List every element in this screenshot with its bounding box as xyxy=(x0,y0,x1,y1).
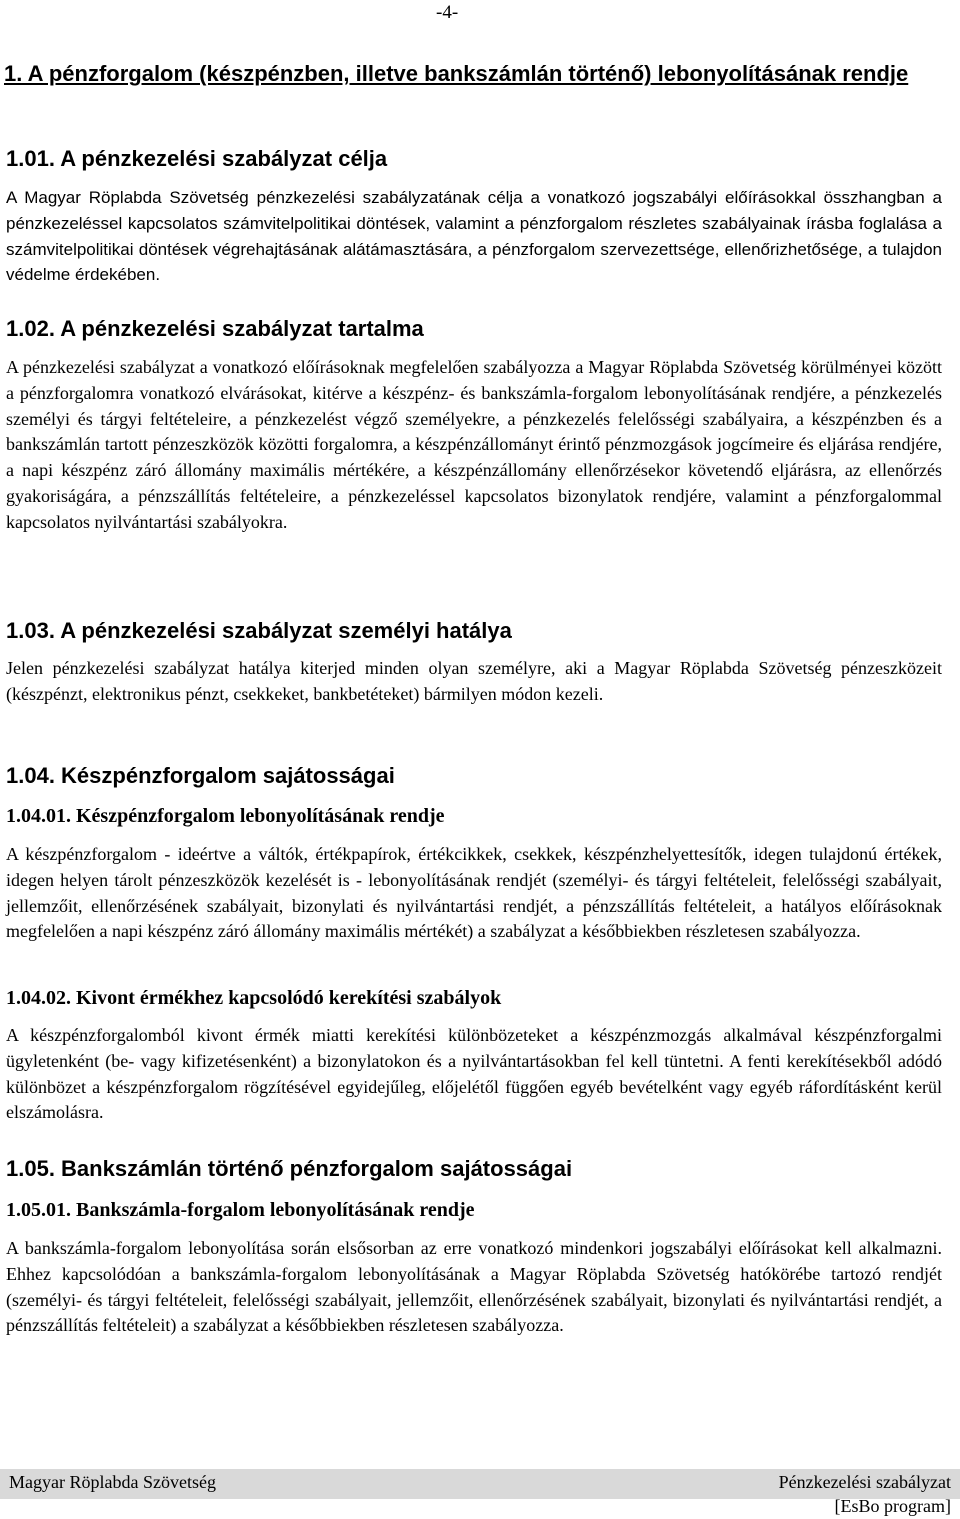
section-heading-1-04: 1.04. Készpénzforgalom sajátosságai xyxy=(6,763,395,788)
section-heading-1-04-02: 1.04.02. Kivont érmékhez kapcsolódó kerekítési szabályok xyxy=(6,987,502,1009)
section-heading-1-04-01: 1.04.01. Készpénzforgalom lebonyolításának rendje xyxy=(6,805,445,827)
section-heading-1-01: 1.01. A pénzkezelési szabályzat célja xyxy=(6,146,388,171)
footer-program: [EsBo program] xyxy=(834,1496,951,1516)
section-heading-1-02: 1.02. A pénzkezelési szabályzat tartalma xyxy=(6,316,424,341)
section-text-1-01: A Magyar Röplabda Szövetség pénzkezelési szabályzatának célja a vonatkozó jogszabályi előírásokkal összhangban a pénzkezeléssel kapcsolatos számvitelpolitikai döntések, valamint a pénzforgalom részletes szabályainak írásba foglalása a számvitelpolitikai döntések végrehajtásának alátámasztására, a pénzforgalom szervezettsége, ellenőrizhetősége, a tulajdon védelme érdekében. xyxy=(6,188,942,285)
section-text-1-05-01: A bankszámla-forgalom lebonyolítása során elsősorban az erre vonatkozó mindenkori jogszabályi előírásokat kell alkalmazni. Ehhez kapcsolódóan a bankszámla-forgalom lebonyolításának a Magyar Röplabda Szövetség hatókörébe tartozó rendjét (személyi- és tárgyi feltételeit, felelősségi szabályait, jellemzőit, ellenőrzésének szabályait, bizonylati és nyilvántartási rendjét, a pénzszállítás feltételeit) a szabályzat a későbbiekben részletesen szabályozza. xyxy=(6,1238,942,1336)
footer-organization: Magyar Röplabda Szövetség xyxy=(9,1472,216,1492)
section-text-1-02: A pénzkezelési szabályzat a vonatkozó előírásoknak megfelelően szabályozza a Magyar Röplabda Szövetség körülményei között a pénzforgalomra vonatkozó elvárásokat, kitérve a készpénz- és bankszámla-forgalom lebonyolításának rendjére, a pénzkezelés személyi és tárgyi feltételeire, a pénzkezelést végző személyekre, a pénzkezelés felelősségi szabályaira, a készpénzben és a bankszámlán tartott pénzeszközök közötti forgalomra, a készpénzállományt érintő pénzmozgások jogcímeire és eljárása rendjére, a napi készpénz záró állomány maximális mértékére, a készpénzállomány ellenőrzésekor követendő eljárásra, az ellenőrzés gyakoriságára, a pénzszállítás feltételeire, a pénzkezeléssel kapcsolatos bizonylatok rendjére, valamint a pénzforgalommal kapcsolatos nyilvántartási szabályokra. xyxy=(6,357,942,532)
main-title: 1. A pénzforgalom (készpénzben, illetve bankszámlán történő) lebonyolításának rendje xyxy=(4,61,909,86)
section-heading-1-05-01: 1.05.01. Bankszámla-forgalom lebonyolításának rendje xyxy=(6,1199,475,1221)
section-text-1-04-02: A készpénzforgalomból kivont érmék miatti kerekítési különbözeteket a készpénzmozgás alkalmával készpénzforgalmi ügyletenként (be- vagy kifizetésenként) a bizonylatokon és a nyilvántartásokban fel kell tüntetni. A fenti kerekítésekből adódó különbözet a készpénzforgalom rögzítésével egyidejűleg, előjelétől függően egyéb bevételként vagy egyéb ráfordításként kerül elszámolásra. xyxy=(6,1025,942,1123)
section-heading-1-05: 1.05. Bankszámlán történő pénzforgalom sajátosságai xyxy=(6,1156,573,1181)
section-text-1-04-01: A készpénzforgalom - ideértve a váltók, értékpapírok, értékcikkek, csekkek, készpénzhelyettesítők, idegen tulajdonú értékek, idegen helyen tárolt pénzeszközök kezelését is - lebonyolításának rendjét (személyi- és tárgyi feltételeit, felelősségi szabályait, jellemzőit, ellenőrzésének szabályait, bizonylati és nyilvántartási rendjét, a pénzszállítás feltételeit, a hatályos előírásoknak megfelelően a napi készpénz záró állomány maximális mértékét) a szabályzat a későbbiekben részletesen szabályozza. xyxy=(6,844,942,942)
footer-document-title: Pénzkezelési szabályzat xyxy=(778,1472,951,1492)
section-heading-1-03: 1.03. A pénzkezelési szabályzat személyi hatálya xyxy=(6,618,512,643)
page-number: -4- xyxy=(436,2,459,23)
section-text-1-03: Jelen pénzkezelési szabályzat hatálya kiterjed minden olyan személyre, aki a Magyar Röplabda Szövetség pénzeszközeit (készpénzt, elektronikus pénzt, csekkeket, bankbetéteket) bármilyen módon kezeli. xyxy=(6,658,942,704)
